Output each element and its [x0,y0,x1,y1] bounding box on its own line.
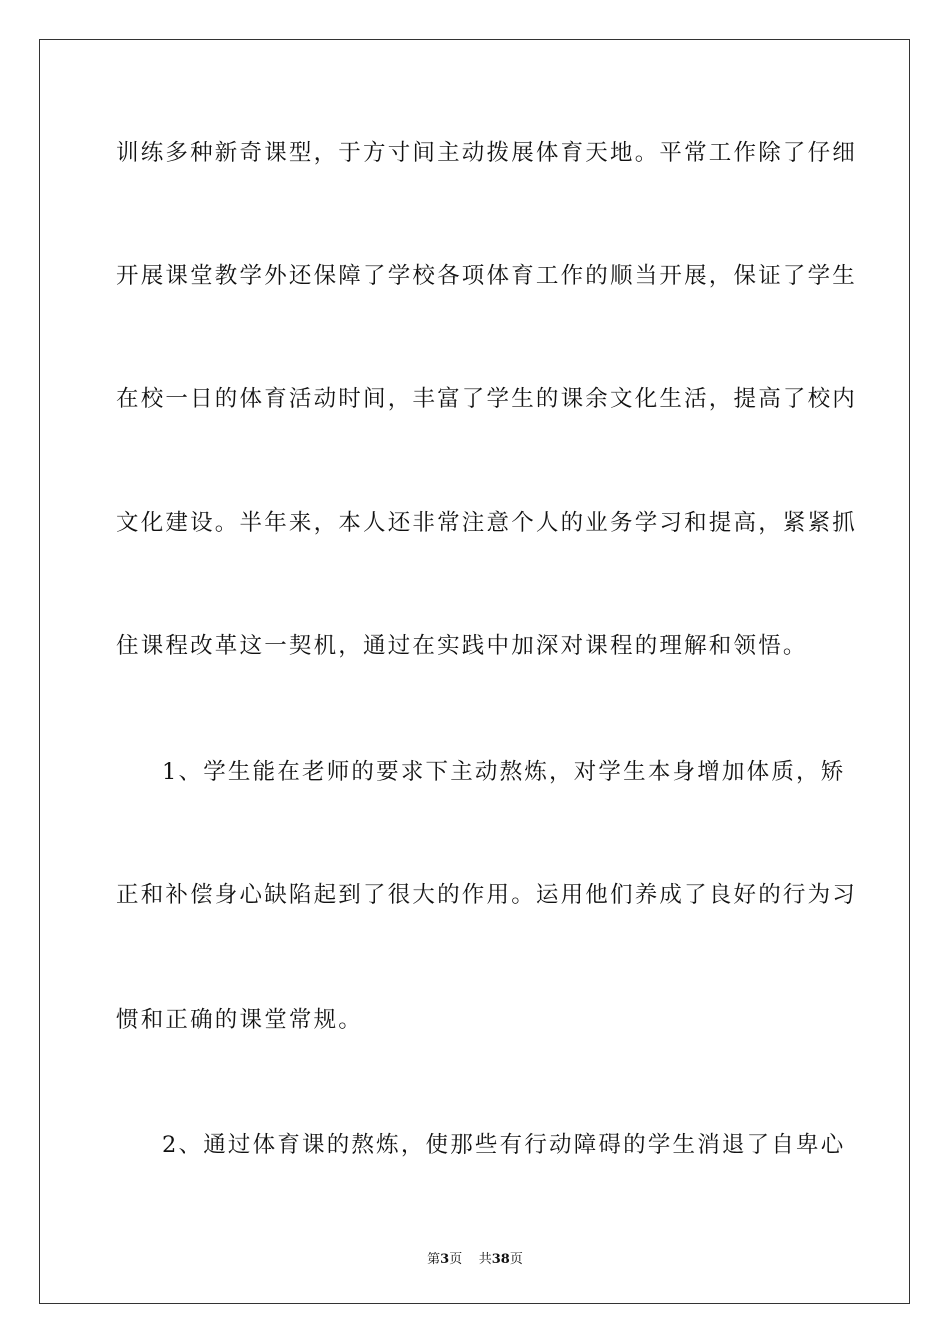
total-prefix: 共 [478,1252,492,1267]
page-border [39,39,910,1304]
page-suffix: 页 [449,1252,463,1267]
list-item-2-line-1: 2、通过体育课的熬炼，使那些有行动障碍的学生消退了自卑心 [162,1132,846,1158]
body-line-5: 住课程改革这一契机，通过在实践中加深对课程的理解和领悟。 [116,633,808,659]
body-line-4: 文化建设。半年来，本人还非常注意个人的业务学习和提高，紧紧抓 [116,510,858,536]
body-line-2: 开展课堂教学外还保障了学校各项体育工作的顺当开展，保证了学生 [116,263,858,289]
list-item-1-line-2: 正和补偿身心缺陷起到了很大的作用。运用他们养成了良好的行为习 [116,882,858,908]
total-suffix: 页 [509,1252,523,1267]
page-number: 3 [440,1252,450,1267]
body-line-3: 在校一日的体育活动时间，丰富了学生的课余文化生活，提高了校内 [116,386,858,412]
list-item-1-line-3: 惯和正确的课堂常规。 [116,1007,364,1033]
total-pages: 38 [491,1252,510,1267]
page-footer [0,1248,950,1267]
body-line-1: 训练多种新奇课型，于方寸间主动拨展体育天地。平常工作除了仔细 [116,140,858,166]
page-prefix: 第 [427,1252,441,1267]
list-item-1-line-1: 1、学生能在老师的要求下主动熬炼，对学生本身增加体质，矫 [162,759,846,785]
